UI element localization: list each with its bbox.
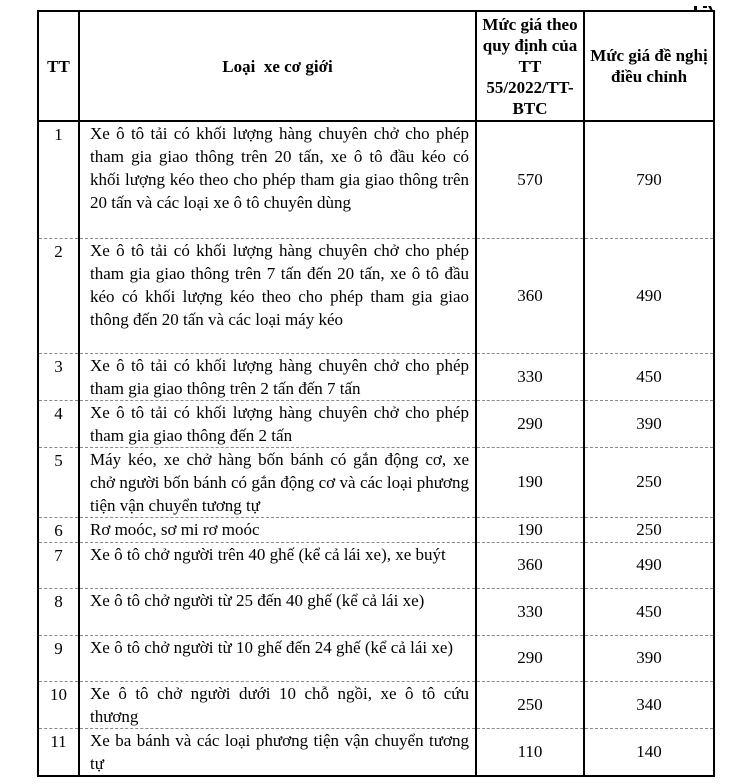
cell-vehicle-type: Xe ô tô chở người trên 40 ghế (kể cả lái xe), xe buýt [79, 542, 476, 588]
cell-proposed-price: 450 [584, 353, 714, 400]
cell-proposed-price: 490 [584, 238, 714, 353]
cell-current-price: 360 [476, 542, 584, 588]
cell-proposed-price: 140 [584, 728, 714, 776]
cell-tt: 7 [38, 542, 79, 588]
cell-current-price: 290 [476, 400, 584, 447]
cell-proposed-price: 250 [584, 517, 714, 542]
cell-vehicle-type: Xe ô tô tải có khối lượng hàng chuyên chở cho phép tham gia giao thông đến 2 tấn [79, 400, 476, 447]
cell-tt: 11 [38, 728, 79, 776]
cell-proposed-price: 390 [584, 635, 714, 681]
table-row [38, 121, 714, 238]
cell-tt: 10 [38, 681, 79, 728]
cell-tt: 9 [38, 635, 79, 681]
table-row [38, 542, 714, 588]
cell-current-price: 360 [476, 238, 584, 353]
cell-current-price: 190 [476, 447, 584, 517]
cell-tt: 1 [38, 121, 79, 238]
cell-current-price: 110 [476, 728, 584, 776]
header-current-price: Mức giá theo quy định của TT 55/2022/TT-BTC [476, 11, 584, 121]
cell-proposed-price: 250 [584, 447, 714, 517]
cell-current-price: 250 [476, 681, 584, 728]
cell-tt: 6 [38, 517, 79, 542]
cell-vehicle-type: Xe ô tô chở người từ 25 đến 40 ghế (kể cả lái xe) [79, 588, 476, 635]
cell-current-price: 290 [476, 635, 584, 681]
table-row [38, 447, 714, 517]
table-row [38, 517, 714, 542]
cell-proposed-price: 390 [584, 400, 714, 447]
cell-tt: 3 [38, 353, 79, 400]
cell-current-price: 330 [476, 588, 584, 635]
cell-proposed-price: 450 [584, 588, 714, 635]
cell-current-price: 190 [476, 517, 584, 542]
cell-vehicle-type: Xe ô tô chở người từ 10 ghế đến 24 ghế (kể cả lái xe) [79, 635, 476, 681]
cell-proposed-price: 340 [584, 681, 714, 728]
cell-tt: 5 [38, 447, 79, 517]
table-row [38, 400, 714, 447]
cell-tt: 4 [38, 400, 79, 447]
cell-vehicle-type: Máy kéo, xe chở hàng bốn bánh có gắn động cơ, xe chở người bốn bánh có gắn động cơ và các loại phương tiện vận chuyển tương tự [79, 447, 476, 517]
cell-current-price: 330 [476, 353, 584, 400]
cell-vehicle-type: Xe ô tô chở người dưới 10 chỗ ngồi, xe ô tô cứu thương [79, 681, 476, 728]
header-vehicle-type: Loại xe cơ giới [79, 11, 476, 121]
table-row [38, 728, 714, 776]
cell-vehicle-type: Xe ô tô tải có khối lượng hàng chuyên chở cho phép tham gia giao thông trên 7 tấn đến 20 tấn, xe ô tô đầu kéo có khối lượng kéo theo cho phép tham gia giao thông đến 20 tấn và các loại máy kéo [79, 238, 476, 353]
cut-off-text-fragment [694, 0, 714, 7]
cell-proposed-price: 490 [584, 542, 714, 588]
table-row [38, 635, 714, 681]
cell-vehicle-type: Xe ba bánh và các loại phương tiện vận chuyển tương tự [79, 728, 476, 776]
cell-proposed-price: 790 [584, 121, 714, 238]
cell-vehicle-type: Xe ô tô tải có khối lượng hàng chuyên chở cho phép tham gia giao thông trên 2 tấn đến 7 tấn [79, 353, 476, 400]
cell-tt: 2 [38, 238, 79, 353]
table-row [38, 353, 714, 400]
table-row [38, 238, 714, 353]
header-proposed-price: Mức giá đề nghị điều chỉnh [584, 11, 714, 121]
cell-vehicle-type: Rơ moóc, sơ mi rơ moóc [79, 517, 476, 542]
header-tt: TT [38, 11, 79, 121]
vehicle-inspection-price-table [37, 10, 715, 777]
header-row [38, 11, 714, 121]
cell-vehicle-type: Xe ô tô tải có khối lượng hàng chuyên chở cho phép tham gia giao thông trên 20 tấn, xe ô tô đầu kéo có khối lượng kéo theo cho phép tham gia giao thông trên 20 tấn và các loại xe ô tô chuyên dùng [79, 121, 476, 238]
table-row [38, 588, 714, 635]
table-row [38, 681, 714, 728]
cell-current-price: 570 [476, 121, 584, 238]
cell-tt: 8 [38, 588, 79, 635]
